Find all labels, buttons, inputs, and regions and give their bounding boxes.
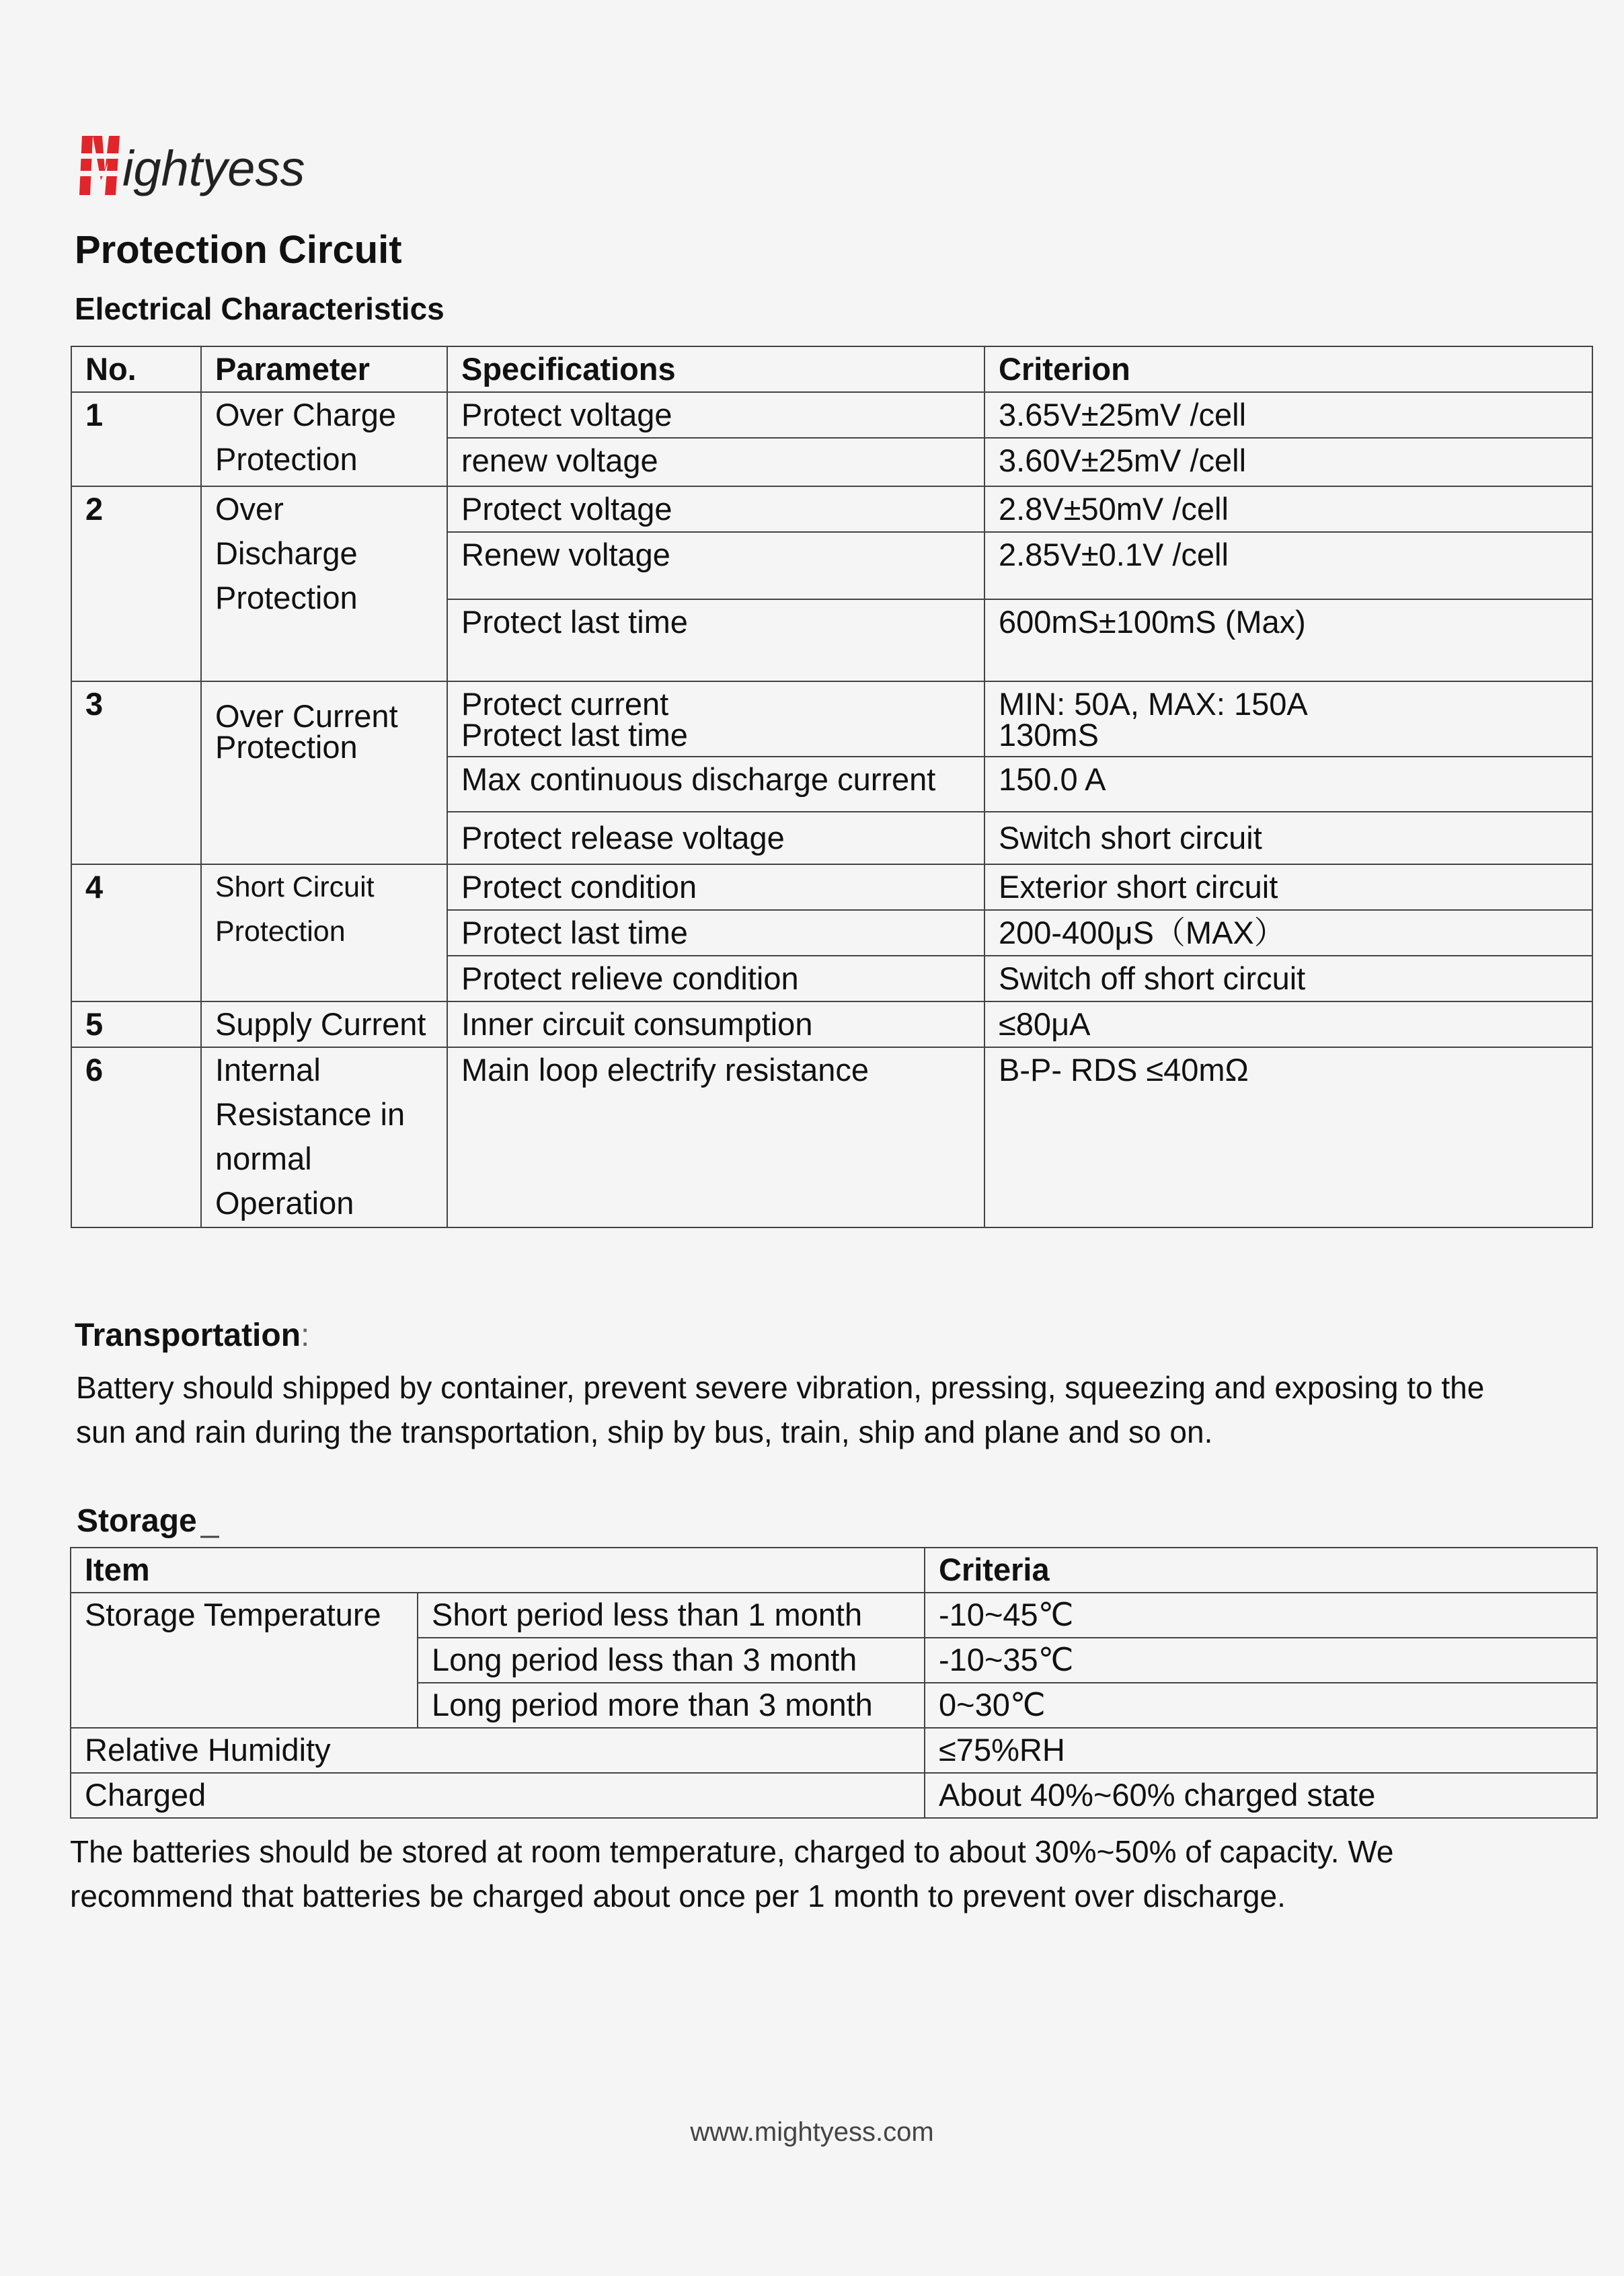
criterion-cell: ≤80μA xyxy=(984,1001,1592,1047)
spec-cell: Protect voltage xyxy=(447,392,984,438)
criterion-cell: 3.60V±25mV /cell xyxy=(984,438,1592,486)
row-number: 6 xyxy=(71,1047,201,1227)
spec-cell: Inner circuit consumption xyxy=(447,1001,984,1047)
header-criteria: Criteria xyxy=(925,1548,1597,1593)
spec-cell: Protect last time xyxy=(447,599,984,681)
storage-title-underscore: _ xyxy=(200,1503,219,1539)
spec-cell xyxy=(447,681,984,757)
spec-line: Protect current xyxy=(461,686,669,722)
humidity-value: ≤75%RH xyxy=(925,1728,1597,1773)
parameter-cell: Supply Current xyxy=(201,1001,447,1047)
value-cell: 0~30℃ xyxy=(925,1683,1597,1728)
section-subtitle: Electrical Characteristics xyxy=(75,291,444,326)
parameter-line: normal xyxy=(215,1141,312,1176)
storage-table xyxy=(70,1547,1598,1819)
table-row xyxy=(71,1001,1592,1047)
spec-cell: Protect voltage xyxy=(447,486,984,532)
row-number: 4 xyxy=(71,864,201,1001)
criterion-line: MIN: 50A, MAX: 150A xyxy=(999,686,1308,722)
period-cell: Long period less than 3 month xyxy=(418,1638,925,1683)
parameter-cell xyxy=(201,1047,447,1227)
spec-cell: Protect release voltage xyxy=(447,812,984,864)
period-cell: Short period less than 1 month xyxy=(418,1593,925,1638)
logo-wordmark: ightyess xyxy=(122,141,305,196)
paragraph-line: sun and rain during the transportation, ship by bus, train, ship and plane and so on. xyxy=(76,1414,1213,1449)
parameter-cell xyxy=(201,486,447,681)
parameter-line: Over xyxy=(215,491,284,527)
table-row xyxy=(71,864,1592,910)
spec-cell: Max continuous discharge current xyxy=(447,757,984,812)
charged-value: About 40%~60% charged state xyxy=(925,1773,1597,1818)
header-criterion: Criterion xyxy=(984,346,1592,392)
table-row xyxy=(71,1047,1592,1227)
criterion-cell: 2.85V±0.1V /cell xyxy=(984,532,1592,599)
parameter-cell xyxy=(201,392,447,486)
parameter-line: Protection xyxy=(215,915,346,948)
spec-cell: Protect condition xyxy=(447,864,984,910)
header-specifications: Specifications xyxy=(447,346,984,392)
header-no: No. xyxy=(71,346,201,392)
parameter-line: Internal xyxy=(215,1052,321,1088)
footer-url: www.mightyess.com xyxy=(690,2117,934,2147)
criterion-cell: 150.0 A xyxy=(984,757,1592,812)
criterion-cell: 600mS±100mS (Max) xyxy=(984,599,1592,681)
criterion-cell: Switch off short circuit xyxy=(984,956,1592,1001)
parameter-line: Resistance in xyxy=(215,1096,405,1132)
criterion-cell: 3.65V±25mV /cell xyxy=(984,392,1592,438)
table-row xyxy=(71,392,1592,438)
parameter-cell xyxy=(201,681,447,864)
spec-cell: Protect relieve condition xyxy=(447,956,984,1001)
row-number: 1 xyxy=(71,392,201,486)
table-row xyxy=(71,1593,1597,1638)
table-header-row xyxy=(71,346,1592,392)
criterion-line: 130mS xyxy=(999,717,1099,753)
parameter-line: Over Current xyxy=(215,698,398,734)
parameter-cell xyxy=(201,864,447,1001)
parameter-line: Short Circuit xyxy=(215,871,375,903)
spec-cell: Main loop electrify resistance xyxy=(447,1047,984,1227)
spec-cell: Protect last time xyxy=(447,910,984,956)
spec-cell: Renew voltage xyxy=(447,532,984,599)
humidity-label: Relative Humidity xyxy=(71,1728,925,1773)
transportation-paragraph xyxy=(76,1365,1484,1454)
logo-m-mark-icon xyxy=(75,136,126,195)
spec-line: Protect last time xyxy=(461,717,688,753)
header-item: Item xyxy=(71,1548,925,1593)
electrical-characteristics-table xyxy=(71,346,1593,1228)
storage-title xyxy=(77,1503,219,1540)
row-number: 2 xyxy=(71,486,201,681)
table-row xyxy=(71,1773,1597,1818)
criterion-cell: 2.8V±50mV /cell xyxy=(984,486,1592,532)
storage-note xyxy=(70,1829,1394,1918)
parameter-line: Operation xyxy=(215,1185,354,1221)
parameter-line: Protection xyxy=(215,580,358,615)
parameter-line: Protection xyxy=(215,441,358,477)
table-row xyxy=(71,681,1592,757)
spec-cell: renew voltage xyxy=(447,438,984,486)
criterion-cell: B-P- RDS ≤40mΩ xyxy=(984,1047,1592,1227)
page-title: Protection Circuit xyxy=(75,228,402,272)
value-cell: -10~35℃ xyxy=(925,1638,1597,1683)
header-parameter: Parameter xyxy=(201,346,447,392)
transportation-title xyxy=(75,1317,309,1354)
storage-temperature-label: Storage Temperature xyxy=(71,1593,418,1728)
transportation-title-text: Transportation xyxy=(75,1318,301,1353)
paragraph-line: The batteries should be stored at room temperature, charged to about 30%~50% of capacity. We xyxy=(70,1834,1394,1869)
charged-label: Charged xyxy=(71,1773,925,1818)
row-number: 3 xyxy=(71,681,201,864)
criterion-cell: Switch short circuit xyxy=(984,812,1592,864)
parameter-line: Over Charge xyxy=(215,397,397,432)
value-cell: -10~45℃ xyxy=(925,1593,1597,1638)
table-row xyxy=(71,1728,1597,1773)
parameter-line: Discharge xyxy=(215,535,358,571)
table-header-row xyxy=(71,1548,1597,1593)
table-row xyxy=(71,486,1592,532)
paragraph-line: Battery should shipped by container, prevent severe vibration, pressing, squeezing and exposing to the xyxy=(76,1370,1485,1405)
criterion-cell: Exterior short circuit xyxy=(984,864,1592,910)
paragraph-line: recommend that batteries be charged about once per 1 month to prevent over discharge. xyxy=(70,1879,1286,1913)
period-cell: Long period more than 3 month xyxy=(418,1683,925,1728)
criterion-cell: 200-400μS（MAX） xyxy=(984,910,1592,956)
parameter-line: Protection xyxy=(215,729,358,765)
transportation-title-colon: : xyxy=(301,1318,310,1353)
storage-title-text: Storage xyxy=(77,1503,197,1539)
criterion-cell xyxy=(984,681,1592,757)
row-number: 5 xyxy=(71,1001,201,1047)
